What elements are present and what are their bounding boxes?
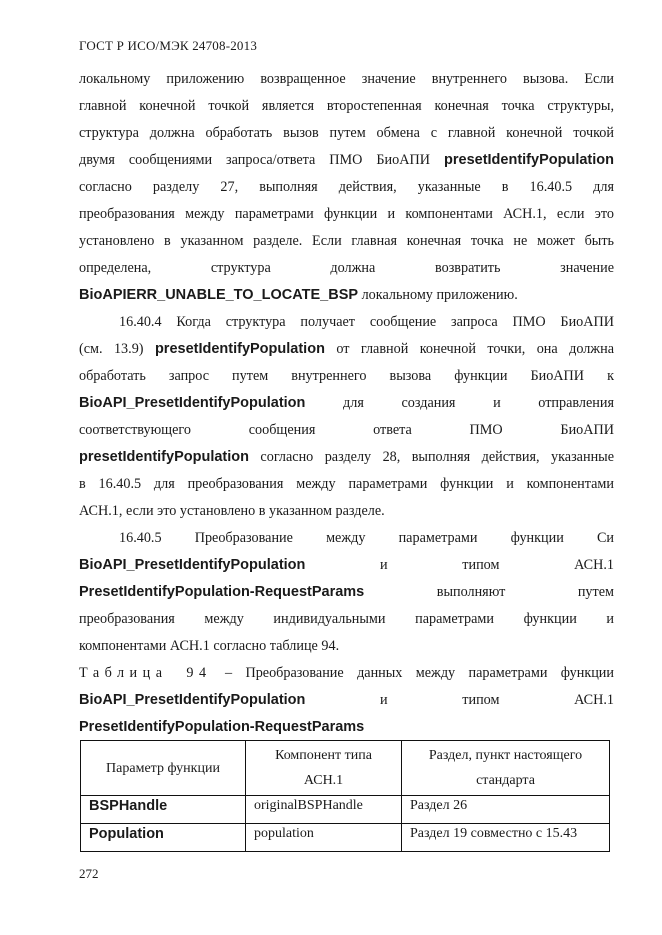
- type-name: PresetIdentifyPopulation-RequestParams: [79, 719, 365, 735]
- table-cell: originalBSPHandle: [246, 796, 402, 824]
- table-row: [81, 796, 610, 824]
- text-line: установлено в указанном разделе. Если главная конечная точка не может быть: [79, 233, 614, 249]
- table-cell: Population: [81, 824, 246, 852]
- table-caption: [79, 718, 614, 736]
- text-line: преобразования между параметрами функции и компонентами АСН.1, если это: [79, 206, 614, 222]
- message-name: presetIdentifyPopulation: [79, 449, 249, 465]
- text-line: АСН.1, если это установлено в указанном разделе.: [79, 503, 385, 519]
- text-run: для создания и отправления: [305, 395, 614, 411]
- table-caption: [79, 691, 614, 709]
- text-run: (см. 13.9): [79, 341, 155, 357]
- text-run: выполняют путем: [364, 584, 614, 600]
- message-name: presetIdentifyPopulation: [154, 341, 325, 357]
- table-header-cell: Параметр функции: [81, 741, 246, 796]
- function-name: BioAPI_PresetIdentifyPopulation: [79, 395, 306, 411]
- table-header-cell: Компонент типа АСН.1: [246, 741, 402, 796]
- text-line: локальному приложению возвращенное значение внутреннего вызова. Если: [79, 71, 614, 87]
- mapping-table: [80, 740, 610, 852]
- table-cell: BSPHandle: [81, 796, 246, 824]
- text-line: 16.40.5 Преобразование между параметрами функции Си: [119, 530, 614, 546]
- caption-label: Таблица 94: [79, 665, 212, 681]
- page-number: 272: [79, 866, 99, 881]
- text-line: обработать запрос путем внутреннего вызова функции БиоАПИ к: [79, 368, 614, 384]
- table-cell: Раздел 19 совместно с 15.43: [402, 824, 610, 852]
- table-cell: population: [246, 824, 402, 852]
- text-line: определена, структура должна возвратить значение: [79, 260, 614, 276]
- text-line: согласно разделу 27, выполняя действия, указанные в 16.40.5 для: [79, 179, 614, 195]
- type-name: PresetIdentifyPopulation-RequestParams: [79, 584, 365, 600]
- text-line: [79, 583, 614, 601]
- text-line: [79, 340, 614, 358]
- text-line: соответствующего сообщения ответа ПМО БиоАПИ: [79, 422, 614, 438]
- text-line: преобразования между индивидуальными параметрами функции и: [79, 611, 614, 627]
- caption-text: и типом АСН.1: [305, 692, 614, 708]
- text-run: от главной конечной точки, она должна: [324, 341, 614, 357]
- table-cell: Раздел 26: [402, 796, 610, 824]
- text-line: [79, 286, 614, 304]
- text-line: [79, 448, 614, 466]
- text-line: 16.40.4 Когда структура получает сообщение запроса ПМО БиоАПИ: [119, 314, 614, 330]
- message-name: presetIdentifyPopulation: [444, 152, 614, 168]
- table-caption: [79, 664, 614, 682]
- document-header: ГОСТ Р ИСО/МЭК 24708-2013: [79, 38, 258, 53]
- text-line: [79, 556, 614, 574]
- text-line: в 16.40.5 для преобразования между параметрами функции и компонентами: [79, 476, 614, 492]
- text-line: структура должна обработать вызов путем обмена с главной конечной точкой: [79, 125, 614, 141]
- text-line: компонентами АСН.1 согласно таблице 94.: [79, 638, 340, 654]
- function-name: BioAPI_PresetIdentifyPopulation: [79, 692, 306, 708]
- text-run: согласно разделу 28, выполняя действия, указанные: [249, 449, 614, 465]
- function-name: BioAPI_PresetIdentifyPopulation: [79, 557, 306, 573]
- text-line: главной конечной точкой является второстепенная конечная точка структуры,: [79, 98, 614, 114]
- text-run: и типом АСН.1: [305, 557, 614, 573]
- table-header-row: [81, 741, 610, 796]
- caption-text: – Преобразование данных между параметрами функции: [211, 665, 614, 681]
- text-line: [79, 394, 614, 412]
- text-line: [79, 151, 614, 169]
- text-run: локальному приложению.: [358, 287, 518, 303]
- table-header-cell: Раздел, пункт настоящего стандарта: [402, 741, 610, 796]
- table-row: [81, 824, 610, 852]
- text-run: двумя сообщениями запроса/ответа ПМО БиоАПИ: [79, 152, 444, 168]
- error-code: BioAPIERR_UNABLE_TO_LOCATE_BSP: [79, 287, 359, 303]
